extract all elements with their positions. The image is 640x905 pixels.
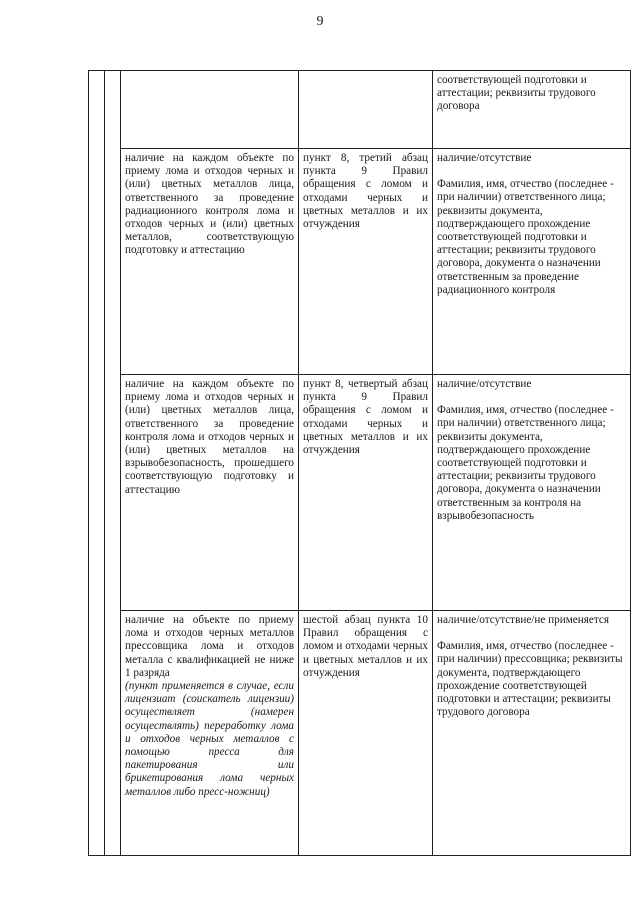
method-text: соответствующей подготовки и аттестации; реквизиты трудового договора	[437, 74, 596, 113]
criterion-cell	[121, 611, 299, 856]
page-number: 9	[316, 14, 324, 29]
norm-text: пункт 8, третий абзац пункта 9 Правил обращения с ломом и отходами черных и цветных металлов и их отчуждения	[303, 152, 428, 231]
table-row	[89, 375, 631, 611]
criterion-note: (пункт применяется в случае, если лицензиат (соискатель лицензии) осуществляет (намерен осуществлять) переработку лома и отходов черных металлов с помощью пресса для пакетирования или брикетирования лома черных металлов либо пресс-ножниц)	[125, 680, 294, 798]
table-row	[89, 611, 631, 856]
number-column-cell	[89, 71, 105, 856]
method-cell	[433, 611, 631, 856]
criterion-cell	[121, 149, 299, 375]
norm-cell	[299, 149, 433, 375]
table-row	[89, 149, 631, 375]
method-status-text: наличие/отсутствие	[437, 378, 532, 390]
criterion-cell	[121, 71, 299, 149]
table-row	[89, 71, 631, 149]
requirements-table	[88, 70, 631, 856]
subnumber-column-cell	[105, 71, 121, 856]
method-status-text: наличие/отсутствие	[437, 152, 532, 164]
method-cell	[433, 375, 631, 611]
method-cell	[433, 149, 631, 375]
norm-text: шестой абзац пункта 10 Правил обращения с ломом и отходами черных и цветных металлов и их отчуждения	[303, 614, 428, 679]
criterion-text: наличие на каждом объекте по приему лома и отходов черных и (или) цветных металлов лица, ответственного за проведение контроля лома и отходов черных и (или) цветных металлов на взрывобезопасность, прошедшего соответствующую подготовку и аттестацию	[125, 378, 294, 496]
norm-cell	[299, 71, 433, 149]
norm-cell	[299, 375, 433, 611]
norm-text: пункт 8, четвертый абзац пункта 9 Правил обращения с ломом и отходами черных и цветных металлов и их отчуждения	[303, 378, 428, 457]
criterion-text: наличие на объекте по приему лома и отходов черных металлов прессовщика лома и отходов металла с квалификацией не ниже 1 разряда	[125, 614, 294, 679]
method-status-text: наличие/отсутствие/не применяется	[437, 614, 610, 626]
method-text: Фамилия, имя, отчество (последнее - при наличии) ответственного лица; реквизиты документа, подтверждающего прохождение соответствующей подготовки и аттестации; реквизиты трудового договора, документа о назначении ответственным за проведение радиационного контроля	[437, 178, 614, 296]
method-text: Фамилия, имя, отчество (последнее - при наличии) прессовщика; реквизиты документа, подтверждающего прохождение соответствующей подготовки и аттестации; реквизиты трудового договора	[437, 640, 623, 719]
method-text: Фамилия, имя, отчество (последнее - при наличии) ответственного лица; реквизиты документа, подтверждающего прохождение соответствующей подготовки и аттестации; реквизиты трудового договора, документа о назначении ответственным за контроля на взрывобезопасность	[437, 404, 614, 522]
method-cell	[433, 71, 631, 149]
criterion-text: наличие на каждом объекте по приему лома и отходов черных и (или) цветных металлов лица, ответственного за проведение радиационного контроля лома и отходов черных и (или) цветных металлов, соответствующую подготовку и аттестацию	[125, 152, 294, 257]
norm-cell	[299, 611, 433, 856]
criterion-cell	[121, 375, 299, 611]
